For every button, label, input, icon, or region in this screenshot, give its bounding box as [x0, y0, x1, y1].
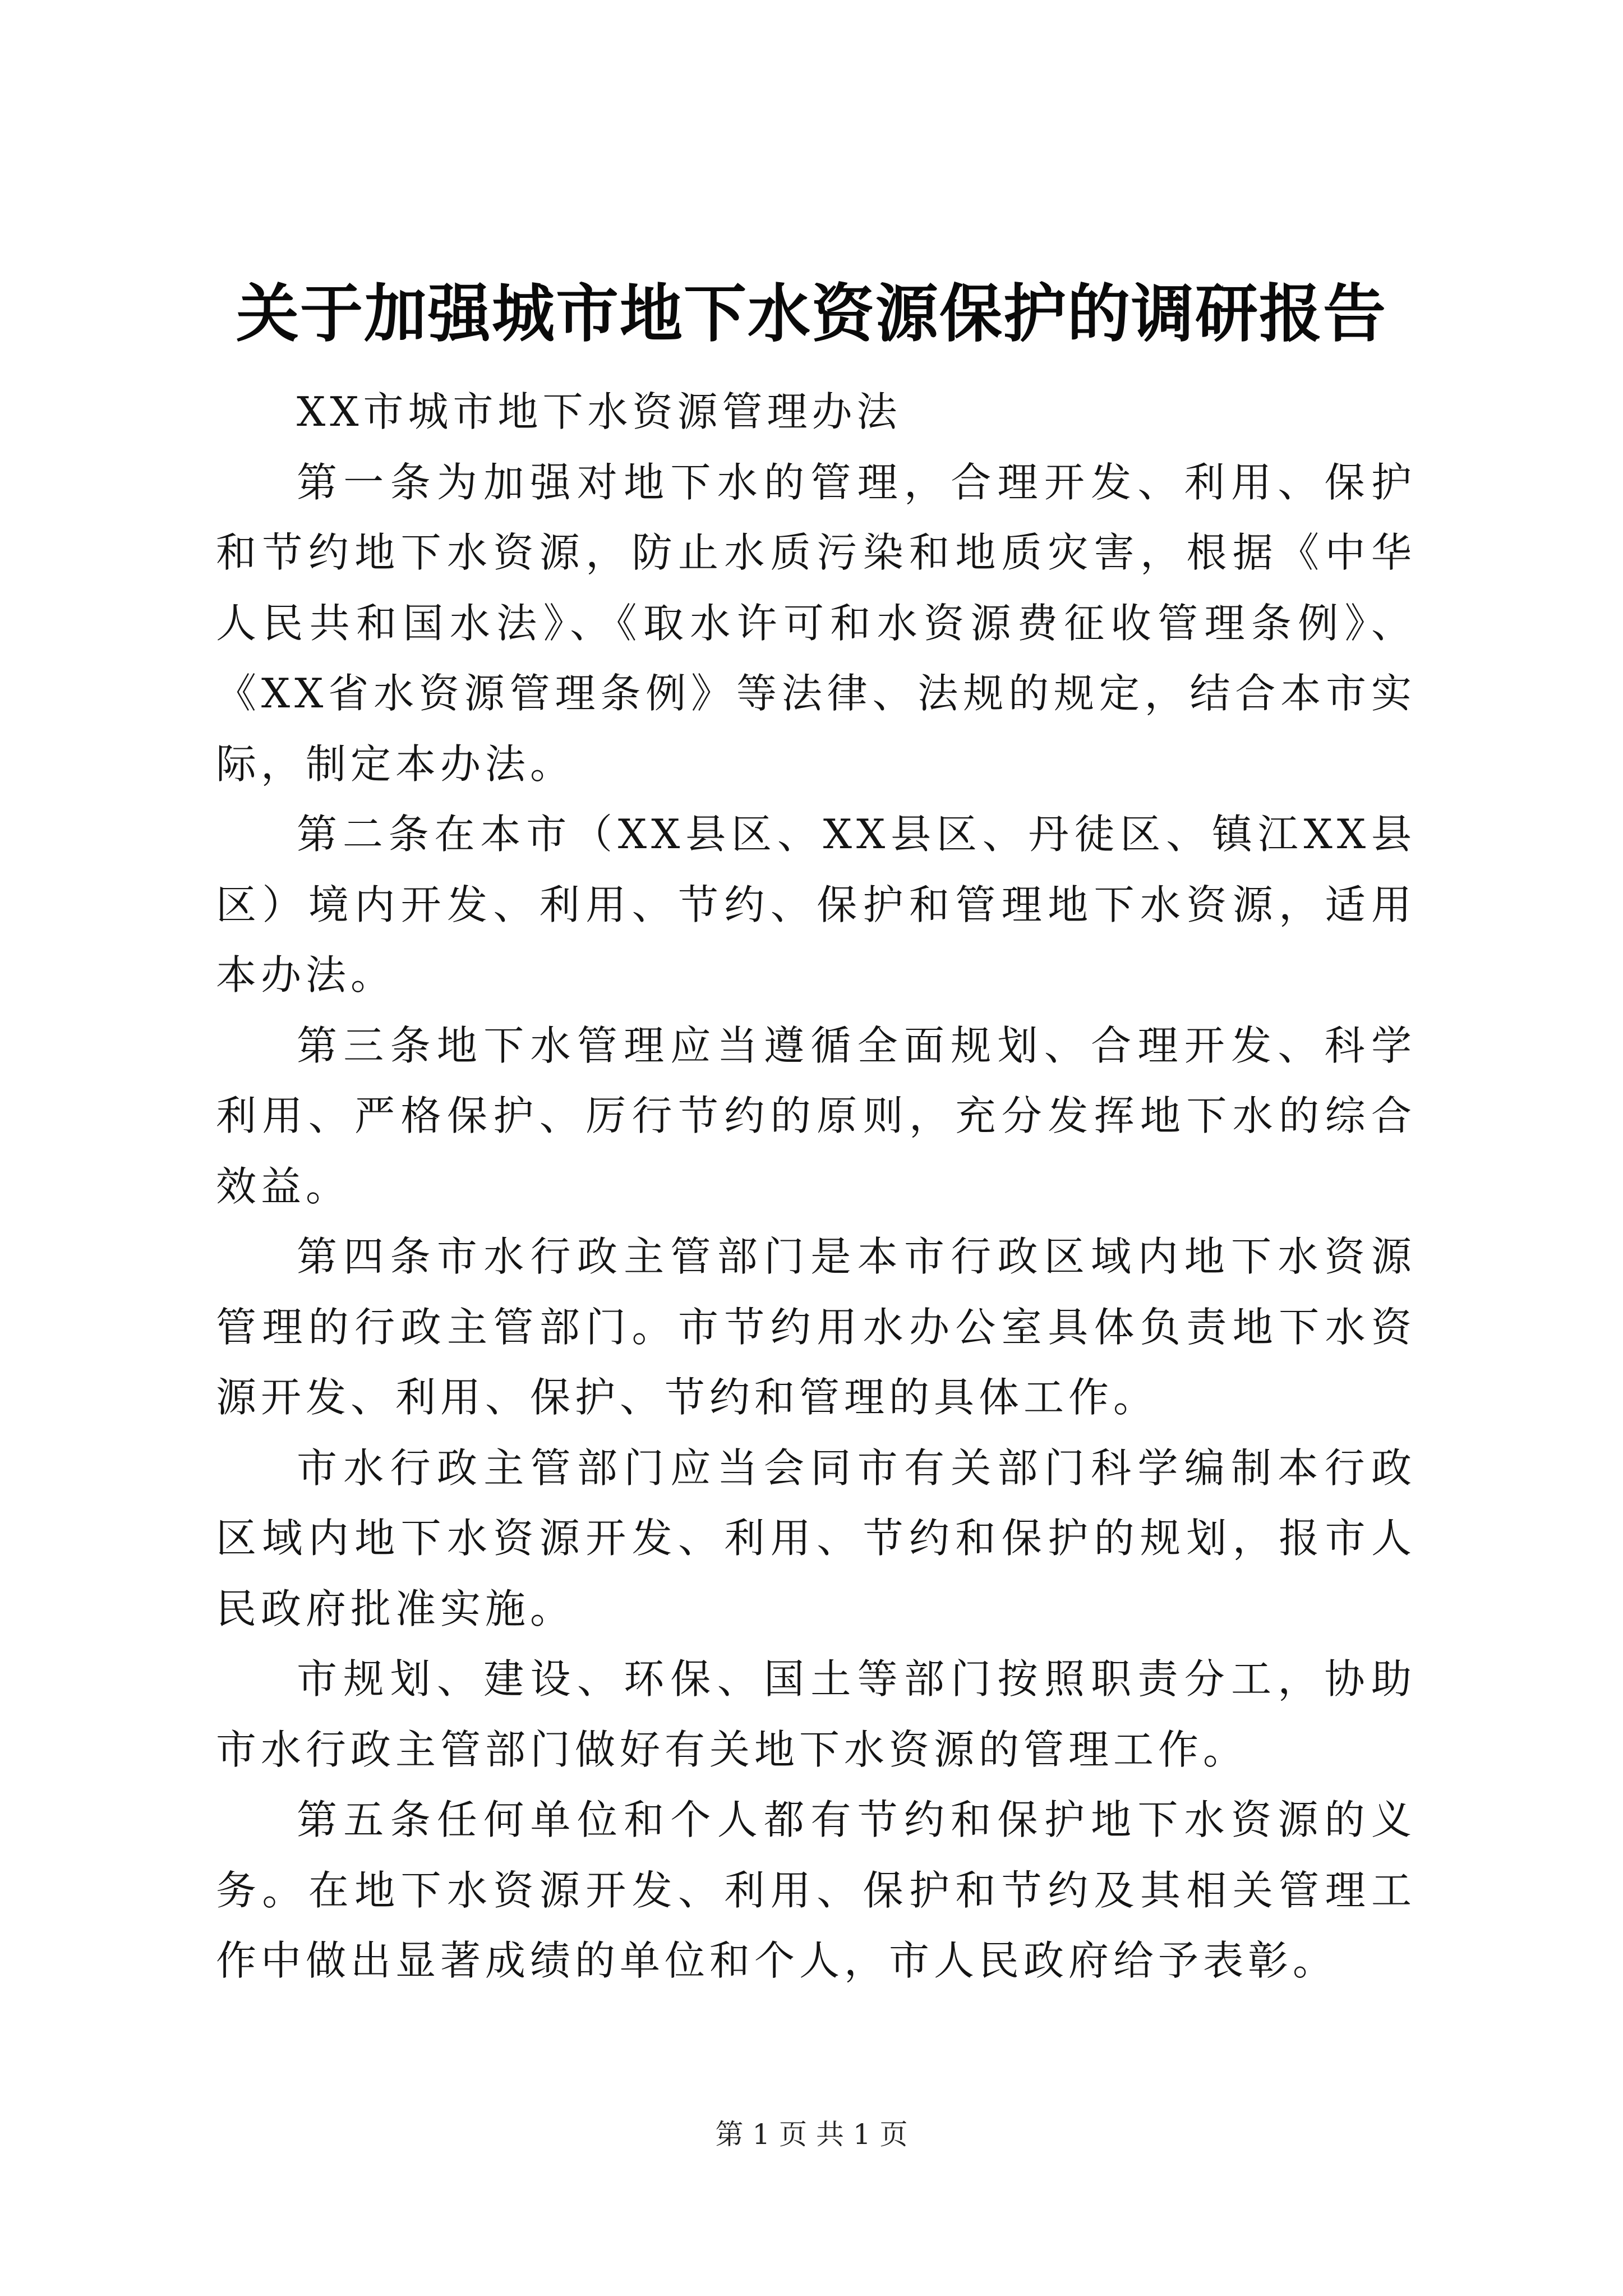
paragraph-heading: XX市城市地下水资源管理办法 [297, 388, 902, 435]
document-title: 关于加强城市地下水资源保护的调研报告 [236, 277, 1387, 351]
paragraph-article-4-planning: 市水行政主管部门应当会同市有关部门科学编制本行政区域内地下水资源开发、利用、节约和保护的规划，报市人民政府批准实施。 [216, 1444, 1416, 1632]
paragraph-article-1: 第一条为加强对地下水的管理，合理开发、利用、保护和节约地下水资源，防止水质污染和地质灾害，根据《中华人民共和国水法》、《取水许可和水资源费征收管理条例》、《XX省水资源管理条例》等法律、法规的规定，结合本市实际，制定本办法。 [216, 458, 1416, 788]
paragraph-article-4-cooperation: 市规划、建设、环保、国土等部门按照职责分工，协助市水行政主管部门做好有关地下水资源的管理工作。 [216, 1655, 1416, 1773]
paragraph-article-2: 第二条在本市（XX县区、XX县区、丹徒区、镇江XX县区）境内开发、利用、节约、保护和管理地下水资源，适用本办法。 [216, 811, 1416, 999]
page-number-footer: 第 1 页 共 1 页 [715, 2118, 908, 2151]
paragraph-article-3: 第三条地下水管理应当遵循全面规划、合理开发、科学利用、严格保护、厉行节约的原则，充分发挥地下水的综合效益。 [216, 1022, 1416, 1210]
paragraph-article-4: 第四条市水行政主管部门是本市行政区域内地下水资源管理的行政主管部门。市节约用水办公室具体负责地下水资源开发、利用、保护、节约和管理的具体工作。 [216, 1233, 1416, 1421]
document-body [216, 377, 1416, 1996]
paragraph-article-5: 第五条任何单位和个人都有节约和保护地下水资源的义务。在地下水资源开发、利用、保护和节约及其相关管理工作中做出显著成绩的单位和个人，市人民政府给予表彰。 [216, 1796, 1416, 1984]
